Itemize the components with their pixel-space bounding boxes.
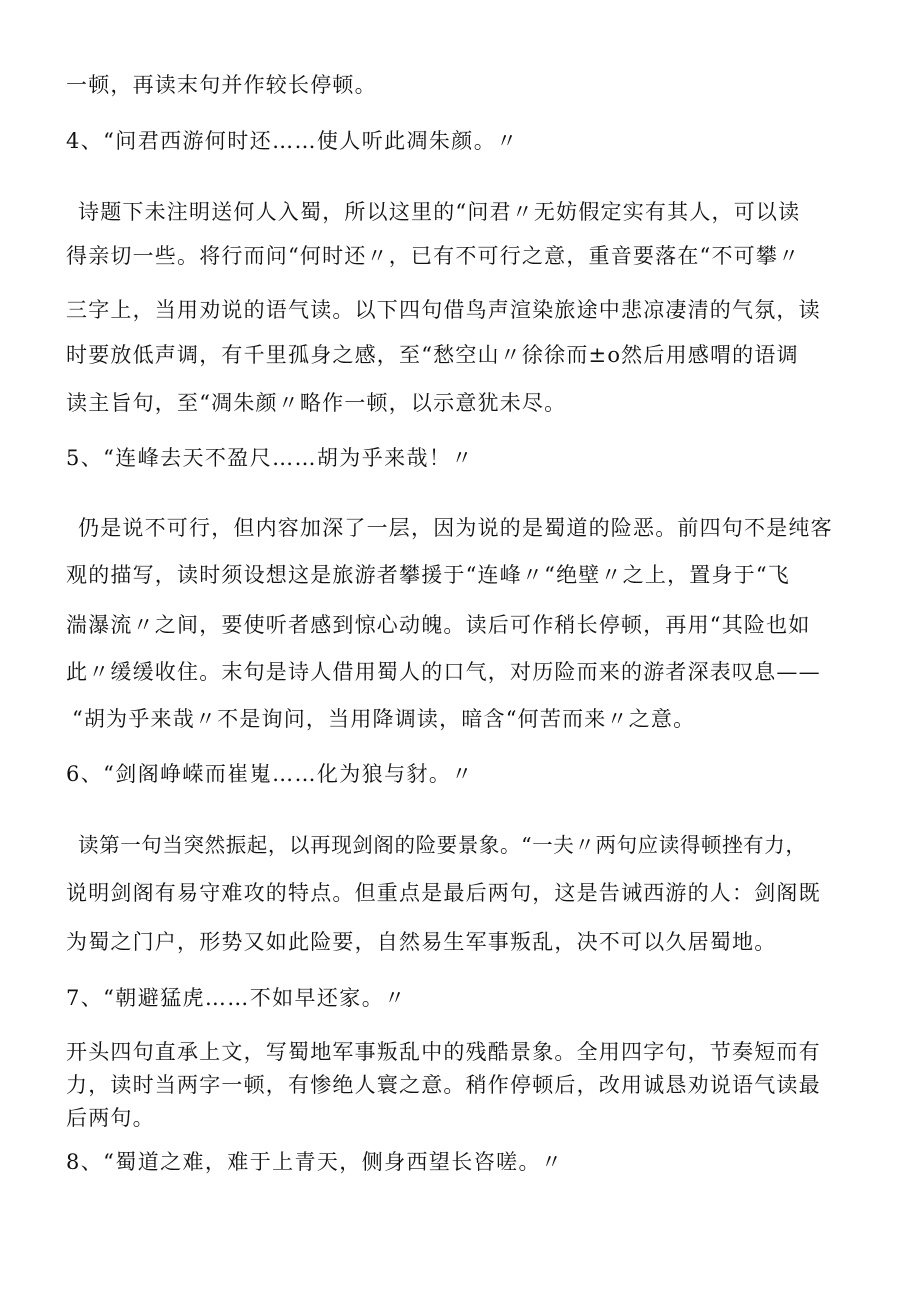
paragraph-4-line-5: 读主旨句，至“凋朱颜〃略作一顿，以示意犹未尽。 bbox=[66, 391, 567, 415]
paragraph-6-line-1: 读第一句当突然振起，以再现剑阁的险要景象。“一夫〃两句应读得顿挫有力， bbox=[78, 833, 807, 857]
paragraph-5-line-3: 湍瀑流〃之间，要使听者感到惊心动魄。读后可作稍长停顿，再用“其险也如 bbox=[66, 613, 811, 637]
paragraph-6-line-2: 说明剑阁有易守难攻的特点。但重点是最后两句，这是告诫西游的人：剑阁既 bbox=[66, 881, 821, 905]
section-heading-5: 5、“连峰去天不盈尺……胡为乎来哉！〃 bbox=[66, 446, 474, 470]
paragraph-7-line-3: 后两句。 bbox=[66, 1106, 155, 1130]
paragraph-7-line-1: 开头四句直承上文，写蜀地军事叛乱中的残酷景象。全用四字句，节奏短而有 bbox=[66, 1040, 821, 1064]
paragraph-4-line-2: 得亲切一些。将行而问“何时还〃，已有不可行之意，重音要落在“不可攀〃 bbox=[66, 244, 801, 268]
section-heading-4: 4、“问君西游何时还……使人听此凋朱颜。〃 bbox=[66, 129, 519, 153]
text-line: 一顿，再读末句并作较长停顿。 bbox=[66, 73, 377, 97]
paragraph-4-line-1: 诗题下未注明送何人入蜀，所以这里的“问君〃无妨假定实有其人，可以读 bbox=[78, 200, 801, 224]
paragraph-5-line-4: 此〃缓缓收住。末句是诗人借用蜀人的口气，对历险而来的游者深表叹息—— bbox=[66, 660, 821, 684]
paragraph-4-line-3: 三字上，当用劝说的语气读。以下四句借鸟声渲染旅途中悲凉凄清的气氛，读 bbox=[66, 298, 821, 322]
paragraph-6-line-3: 为蜀之门户，形势又如此险要，自然易生军事叛乱，决不可以久居蜀地。 bbox=[66, 930, 777, 954]
paragraph-4-line-4: 时要放低声调，有千里孤身之感，至“愁空山〃徐徐而±o然后用感喟的语调 bbox=[66, 343, 799, 367]
paragraph-5-line-1: 仍是说不可行，但内容加深了一层，因为说的是蜀道的险恶。前四句不是纯客 bbox=[78, 516, 833, 540]
section-heading-7: 7、“朝避猛虎……不如早还家。〃 bbox=[66, 986, 407, 1010]
paragraph-5-line-5: “胡为乎来哉〃不是询问，当用降调读，暗含“何苦而来〃之意。 bbox=[72, 707, 696, 731]
section-heading-6: 6、“剑阁峥嵘而崔嵬……化为狼与豺。〃 bbox=[66, 762, 474, 786]
paragraph-7-line-2: 力，读时当两字一顿，有惨绝人寰之意。稍作停顿后，改用诚恳劝说语气读最 bbox=[66, 1073, 821, 1097]
section-heading-8: 8、“蜀道之难，难于上青天，侧身西望长咨嗟。〃 bbox=[66, 1150, 564, 1174]
paragraph-5-line-2: 观的描写，读时须设想这是旅游者攀援于“连峰〃“绝壁〃之上，置身于“飞 bbox=[66, 563, 791, 587]
